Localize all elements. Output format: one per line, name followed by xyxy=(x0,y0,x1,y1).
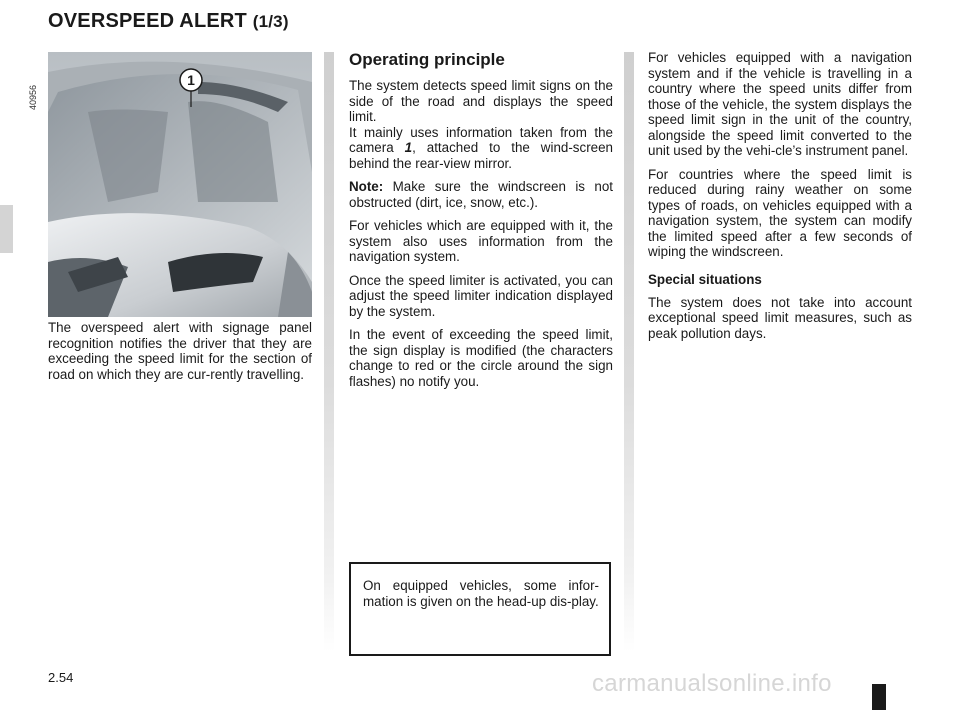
title-part: (1/3) xyxy=(252,12,289,31)
column-divider xyxy=(324,52,334,652)
paragraph: The system detects speed limit signs on the side of the road and displays the speed limit. xyxy=(349,78,613,124)
title-text: OVERSPEED ALERT xyxy=(48,10,247,32)
paragraph: For vehicles equipped with a navigation system and if the vehicle is travelling in a country where the speed units differ from those of the vehicle, the system displays the speed limit sign in the unit of the country, alongside the speed limit converted to the unit used by the vehi-cle’s instrument panel. xyxy=(648,50,912,158)
info-box xyxy=(349,562,611,656)
paragraph: Once the speed limiter is activated, you can adjust the speed limiter indication displayed by the system. xyxy=(349,272,613,319)
intro-paragraph: The overspeed alert with signage panel recognition notifies the driver that they are exceeding the speed limit for the section of road on which they are cur-rently travelling. xyxy=(48,320,312,382)
paragraph: For countries where the speed limit is reduced during rainy weather on some types of roads, on vehicles equipped with a navigation system, the system can modify the limited speed after a few seconds of wiping the windscreen. xyxy=(648,166,912,259)
paragraph: The system does not take into account exceptional speed limit measures, such as peak pollution days. xyxy=(648,294,912,341)
page-number: 2.54 xyxy=(48,670,74,685)
note-paragraph: Note: Make sure the windscreen is not obstructed (dirt, ice, snow, etc.). xyxy=(349,179,613,210)
info-box-text: On equipped vehicles, some infor-mation is given on the head-up dis-play. xyxy=(363,578,599,609)
camera-reference: 1 xyxy=(404,140,413,155)
paragraph: In the event of exceeding the speed limit, the sign display is modified (the characters change to red or the circle around the sign flashes) no notify you. xyxy=(349,327,613,389)
footer-mark xyxy=(872,684,886,710)
callout-label: 1 xyxy=(187,72,195,88)
car-windscreen-photo xyxy=(48,52,312,317)
subheading: Special situations xyxy=(648,271,762,287)
paragraph: For vehicles which are equipped with it, the system also uses information from the navigation system. xyxy=(349,218,613,264)
section-tab xyxy=(0,205,13,253)
car-illustration xyxy=(48,52,312,317)
column-left xyxy=(48,320,312,390)
section-heading: Operating principle xyxy=(349,50,505,69)
note-label: Note: xyxy=(349,179,384,194)
column-middle xyxy=(349,50,613,397)
paragraph: It mainly uses information taken from the camera 1, attached to the wind-screen behind the rear-view mirror. xyxy=(349,124,613,171)
column-divider xyxy=(624,52,634,652)
column-right xyxy=(648,50,912,349)
watermark: carmanualsonline.info xyxy=(592,670,832,697)
page-title xyxy=(48,10,289,33)
photo-code: 40956 xyxy=(28,84,38,110)
